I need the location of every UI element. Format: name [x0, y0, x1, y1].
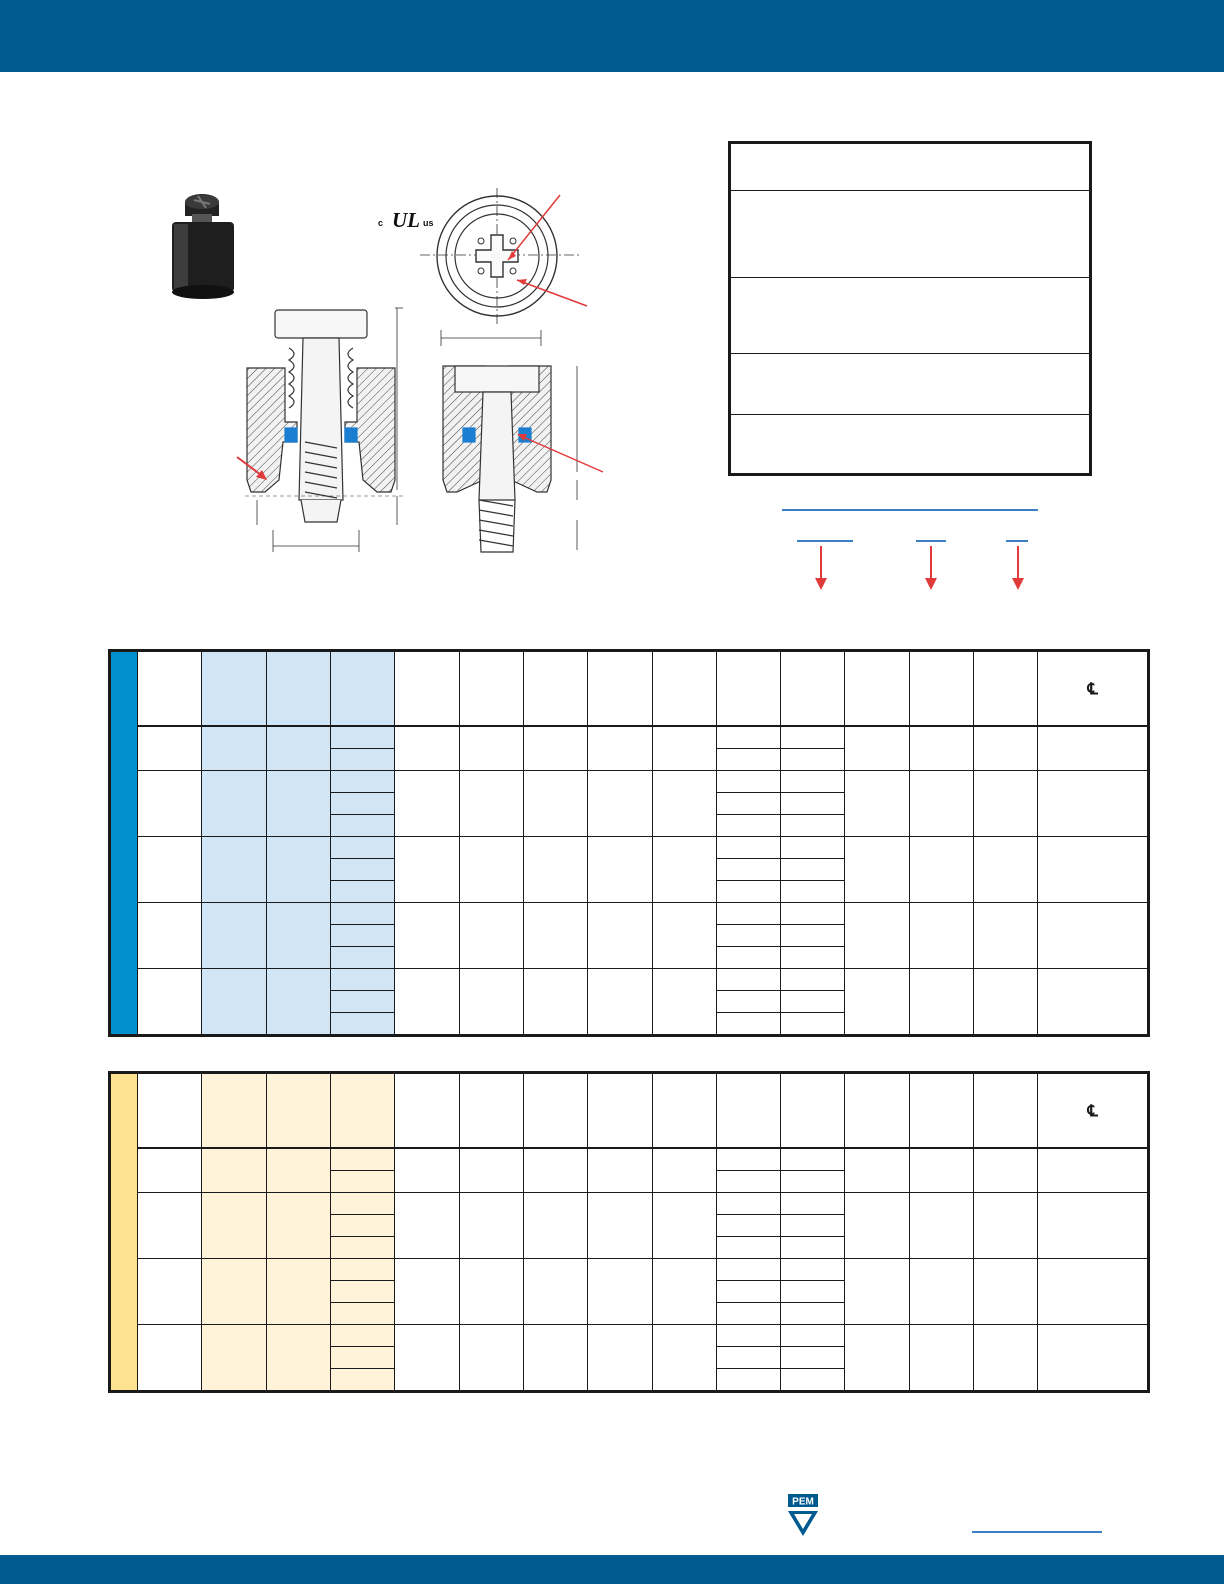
table-cell — [1038, 837, 1149, 903]
table-cell — [781, 925, 845, 947]
left-section-drawing — [245, 308, 405, 565]
svg-text:PEM: PEM — [792, 1496, 814, 1508]
header-cell — [909, 1073, 973, 1149]
table-cell — [973, 1325, 1037, 1392]
part-number-arrows — [780, 534, 1050, 594]
table-cell — [202, 837, 266, 903]
table-cell — [652, 1259, 716, 1325]
table-cell — [138, 1325, 202, 1392]
table-cell — [331, 947, 395, 969]
table-cell — [781, 1215, 845, 1237]
table-cell — [1038, 969, 1149, 1036]
table-row — [110, 771, 1149, 793]
header-cell — [138, 1073, 202, 1149]
table-cell — [138, 1259, 202, 1325]
table-cell — [459, 1259, 523, 1325]
table-cell — [331, 749, 395, 771]
table-cell — [845, 969, 909, 1036]
table-cell — [652, 771, 716, 837]
table-row — [110, 837, 1149, 859]
table-cell — [138, 1148, 202, 1193]
header-cell — [909, 651, 973, 727]
table-cell — [266, 969, 330, 1036]
table-cell — [781, 1347, 845, 1369]
header-cell — [202, 1073, 266, 1149]
table-cell — [588, 726, 652, 771]
header-cell — [523, 651, 587, 727]
table-cell — [652, 969, 716, 1036]
table-cell — [716, 903, 780, 925]
table-cell — [331, 1193, 395, 1215]
table-cell — [716, 1347, 780, 1369]
table-cell — [781, 947, 845, 969]
table-cell — [781, 881, 845, 903]
right-section-drawing — [441, 330, 577, 552]
table-cell — [138, 771, 202, 837]
table-cell — [716, 749, 780, 771]
table-cell — [459, 1148, 523, 1193]
header-cell — [202, 651, 266, 727]
header-cell — [781, 651, 845, 727]
arrow-down-icon — [925, 578, 937, 590]
table-cell — [331, 969, 395, 991]
table-cell — [909, 771, 973, 837]
table-cell — [331, 1369, 395, 1392]
table-cell — [331, 771, 395, 793]
table-cell — [973, 1259, 1037, 1325]
header-band — [0, 0, 1224, 72]
table-cell — [331, 793, 395, 815]
table-cell — [781, 1281, 845, 1303]
table-cell — [395, 837, 459, 903]
table-cell — [1038, 1325, 1149, 1392]
table-cell — [588, 969, 652, 1036]
table-cell — [781, 1237, 845, 1259]
table-cell — [266, 1148, 330, 1193]
header-cell — [973, 651, 1037, 727]
table-cell — [1038, 1148, 1149, 1193]
footer-link[interactable] — [972, 1531, 1102, 1533]
svg-text:UL: UL — [392, 208, 420, 230]
header-cell — [781, 1073, 845, 1149]
table-cell — [1038, 903, 1149, 969]
header-cell — [588, 1073, 652, 1149]
table-cell — [523, 837, 587, 903]
table-cell — [716, 1259, 780, 1281]
table-cell — [523, 969, 587, 1036]
table-cell — [845, 1259, 909, 1325]
table-cell — [266, 1325, 330, 1392]
table-cell — [588, 771, 652, 837]
notes-divider — [731, 277, 1089, 278]
table-cell — [973, 1193, 1037, 1259]
table-cell — [781, 1193, 845, 1215]
table-cell — [716, 837, 780, 859]
header-cell — [652, 651, 716, 727]
pem-logo-icon — [786, 1494, 822, 1538]
table-cell — [523, 1193, 587, 1259]
header-cell — [716, 1073, 780, 1149]
table-cell — [781, 771, 845, 793]
table-cell — [266, 903, 330, 969]
table-cell — [202, 1193, 266, 1259]
table-cell — [716, 881, 780, 903]
table-cell — [202, 726, 266, 771]
table-cell — [781, 1259, 845, 1281]
table-cell — [781, 793, 845, 815]
table-cell — [459, 1325, 523, 1392]
table-cell — [331, 837, 395, 859]
table-cell — [523, 1259, 587, 1325]
table-cell — [138, 969, 202, 1036]
header-cell — [523, 1073, 587, 1149]
table-cell — [1038, 1259, 1149, 1325]
table-row — [110, 1193, 1149, 1215]
table-cell — [1038, 1193, 1149, 1259]
table-cell — [716, 726, 780, 749]
table-cell — [845, 1148, 909, 1193]
table-cell — [716, 793, 780, 815]
top-view-drawing — [420, 188, 580, 325]
table-cell — [781, 1013, 845, 1036]
table-cell — [781, 1303, 845, 1325]
table-cell — [845, 771, 909, 837]
table-cell — [781, 903, 845, 925]
table-cell — [202, 1325, 266, 1392]
table-cell — [523, 726, 587, 771]
table-cell — [781, 1148, 845, 1171]
table-cell — [652, 903, 716, 969]
table-cell — [266, 771, 330, 837]
table-cell — [331, 815, 395, 837]
table-cell — [395, 1259, 459, 1325]
table-row — [110, 1148, 1149, 1171]
table-cell — [781, 749, 845, 771]
table-cell — [973, 771, 1037, 837]
table-cell — [716, 1171, 780, 1193]
table-row — [110, 1259, 1149, 1281]
table-cell — [331, 1215, 395, 1237]
table-cell — [716, 1148, 780, 1171]
table-cell — [138, 837, 202, 903]
svg-text:us: us — [423, 218, 434, 228]
table-header-row — [110, 651, 1149, 727]
table-cell — [781, 815, 845, 837]
table-cell — [909, 1325, 973, 1392]
table-cell — [523, 1148, 587, 1193]
notes-divider — [731, 190, 1089, 191]
table-cell — [459, 771, 523, 837]
table-cell — [331, 881, 395, 903]
specifications-table — [108, 1071, 1150, 1393]
table-cell — [266, 1193, 330, 1259]
table-cell — [266, 726, 330, 771]
table-cell — [395, 726, 459, 771]
table-cell — [716, 859, 780, 881]
table-cell — [716, 1193, 780, 1215]
table-cell — [909, 1193, 973, 1259]
specifications-table — [108, 649, 1150, 1037]
table-cell — [395, 771, 459, 837]
header-cell — [973, 1073, 1037, 1149]
table-cell — [845, 1325, 909, 1392]
table-cell — [781, 969, 845, 991]
table-cell — [588, 1148, 652, 1193]
part-number-link[interactable] — [782, 509, 1038, 511]
notes-divider — [731, 414, 1089, 415]
table-cell — [459, 969, 523, 1036]
notes-box — [728, 141, 1092, 476]
table-cell — [652, 726, 716, 771]
table-cell — [716, 991, 780, 1013]
table-cell — [716, 1281, 780, 1303]
header-cell — [845, 651, 909, 727]
notes-divider — [731, 353, 1089, 354]
table-cell — [266, 1259, 330, 1325]
table-cell — [588, 1325, 652, 1392]
table-cell — [202, 903, 266, 969]
table-cell — [588, 903, 652, 969]
table-cell — [652, 1193, 716, 1259]
table-cell — [973, 837, 1037, 903]
table-row — [110, 903, 1149, 925]
table-cell — [331, 726, 395, 749]
table-cell — [331, 991, 395, 1013]
table-cell — [973, 903, 1037, 969]
table-cell — [652, 837, 716, 903]
header-cell — [459, 1073, 523, 1149]
header-cell — [395, 651, 459, 727]
table-cell — [781, 726, 845, 749]
table-cell — [523, 1325, 587, 1392]
table-cell — [716, 947, 780, 969]
header-cell — [845, 1073, 909, 1149]
table-cell — [1038, 771, 1149, 837]
table-cell — [331, 1148, 395, 1171]
table-cell — [331, 859, 395, 881]
table-cell — [781, 1325, 845, 1347]
table-cell — [138, 726, 202, 771]
table-cell — [973, 969, 1037, 1036]
table-cell — [523, 903, 587, 969]
table-cell — [266, 837, 330, 903]
table-cell — [331, 1325, 395, 1347]
table-cell — [781, 1369, 845, 1392]
table-cell — [781, 859, 845, 881]
table-cell — [909, 726, 973, 771]
table-cell — [331, 1281, 395, 1303]
table-cell — [459, 1193, 523, 1259]
table-cell — [716, 1215, 780, 1237]
table-cell — [588, 837, 652, 903]
arrow-down-icon — [815, 578, 827, 590]
technical-drawing — [225, 180, 625, 565]
table-cell — [331, 1237, 395, 1259]
table-cell — [845, 903, 909, 969]
table-cell — [652, 1148, 716, 1193]
table-cell — [716, 1325, 780, 1347]
table-cell — [909, 1148, 973, 1193]
header-cell — [138, 651, 202, 727]
table-row — [110, 726, 1149, 749]
table-cell — [331, 1259, 395, 1281]
header-cell — [459, 651, 523, 727]
header-cell — [266, 651, 330, 727]
centerline-icon: ℄ — [1038, 651, 1149, 727]
table-cell — [395, 1148, 459, 1193]
table-cell — [395, 1193, 459, 1259]
table-cell — [909, 1259, 973, 1325]
header-cell — [331, 1073, 395, 1149]
table-cell — [588, 1259, 652, 1325]
table-cell — [588, 1193, 652, 1259]
table-tab — [110, 726, 138, 1036]
table-cell — [845, 1193, 909, 1259]
table-cell — [459, 903, 523, 969]
table-cell — [331, 1303, 395, 1325]
header-cell — [652, 1073, 716, 1149]
table-cell — [138, 1193, 202, 1259]
table-tab — [110, 1073, 138, 1149]
table-cell — [973, 726, 1037, 771]
table-cell — [395, 969, 459, 1036]
table-cell — [652, 1325, 716, 1392]
table-cell — [395, 903, 459, 969]
table-cell — [202, 1148, 266, 1193]
table-cell — [138, 903, 202, 969]
table-cell — [973, 1148, 1037, 1193]
table-cell — [716, 925, 780, 947]
table-cell — [781, 1171, 845, 1193]
table-cell — [459, 726, 523, 771]
table-cell — [781, 837, 845, 859]
arrow-down-icon — [1012, 578, 1024, 590]
table-cell — [202, 771, 266, 837]
table-cell — [716, 771, 780, 793]
table-cell — [909, 903, 973, 969]
table-cell — [202, 1259, 266, 1325]
table-cell — [459, 837, 523, 903]
table-cell — [716, 1013, 780, 1036]
table-cell — [331, 1347, 395, 1369]
table-cell — [716, 1369, 780, 1392]
svg-text:c: c — [378, 218, 384, 228]
table-cell — [716, 815, 780, 837]
table-row — [110, 1325, 1149, 1347]
header-cell — [331, 651, 395, 727]
table-tab — [110, 1148, 138, 1392]
table-cell — [523, 771, 587, 837]
table-row — [110, 969, 1149, 991]
table-cell — [331, 1171, 395, 1193]
table-cell — [331, 1013, 395, 1036]
table-cell — [1038, 726, 1149, 771]
table-cell — [716, 1303, 780, 1325]
table-cell — [202, 969, 266, 1036]
header-cell — [716, 651, 780, 727]
table-cell — [909, 969, 973, 1036]
table-cell — [331, 903, 395, 925]
header-cell — [588, 651, 652, 727]
table-cell — [845, 837, 909, 903]
table-cell — [395, 1325, 459, 1392]
header-cell — [266, 1073, 330, 1149]
footer-band — [0, 1555, 1224, 1584]
table-cell — [909, 837, 973, 903]
table-cell — [716, 1237, 780, 1259]
table-cell — [845, 726, 909, 771]
table-header-row — [110, 1073, 1149, 1149]
table-tab — [110, 651, 138, 727]
centerline-icon: ℄ — [1038, 1073, 1149, 1149]
table-cell — [716, 969, 780, 991]
header-cell — [395, 1073, 459, 1149]
table-cell — [331, 925, 395, 947]
table-cell — [781, 991, 845, 1013]
